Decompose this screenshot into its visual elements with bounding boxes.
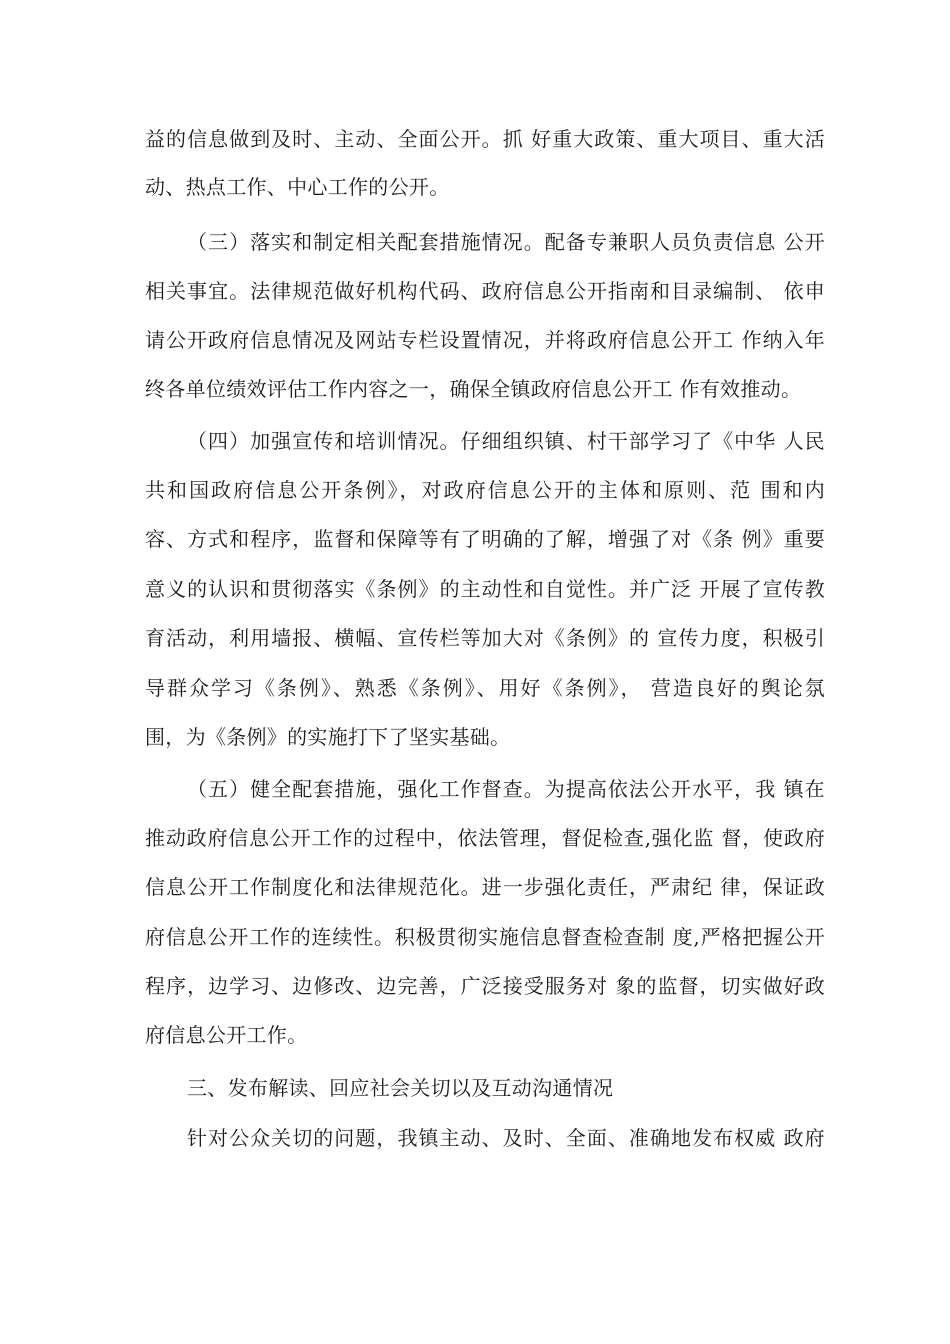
paragraph-line: 相关事宜。法律规范做好机构代码、政府信息公开指南和目录编制、 依申 bbox=[145, 279, 825, 303]
paragraph-line: 意义的认识和贯彻落实《条例》的主动性和自觉性。并广泛 开展了宣传教 bbox=[145, 577, 825, 601]
paragraph-line: （五）健全配套措施，强化工作督查。为提高依法公开水平，我 镇在 bbox=[187, 777, 825, 801]
paragraph-line: 终各单位绩效评估工作内容之一，确保全镇政府信息公开工 作有效推动。 bbox=[145, 377, 802, 401]
paragraph-line: 围，为《条例》的实施打下了坚实基础。 bbox=[145, 725, 511, 749]
paragraph-line: 请公开政府信息情况及网站专栏设置情况，并将政府信息公开工 作纳入年 bbox=[145, 328, 825, 352]
paragraph-line: 程序，边学习、边修改、边完善，广泛接受服务对 象的监督，切实做好政 bbox=[145, 974, 825, 998]
paragraph-line: 府信息公开工作的连续性。积极贯彻实施信息督查检查制 度,严格把握公开 bbox=[145, 925, 825, 949]
paragraph-line: 益的信息做到及时、主动、全面公开。抓 好重大政策、重大项目、重大活 bbox=[145, 127, 825, 151]
paragraph-line: 共和国政府信息公开条例》，对政府信息公开的主体和原则、范 围和内 bbox=[145, 478, 825, 502]
paragraph-line: 信息公开工作制度化和法律规范化。进一步强化责任，严肃纪 律，保证政 bbox=[145, 875, 825, 899]
section-heading: 三、发布解读、回应社会关切以及互动沟通情况 bbox=[187, 1076, 614, 1100]
paragraph-line: 推动政府信息公开工作的过程中，依法管理，督促检查,强化监 督，使政府 bbox=[145, 826, 825, 850]
paragraph-line: 动、热点工作、中心工作的公开。 bbox=[145, 175, 450, 199]
paragraph-line: 导群众学习《条例》、熟悉《条例》、用好《条例》， 营造良好的舆论氛 bbox=[145, 676, 825, 700]
paragraph-line: （三）落实和制定相关配套措施情况。配备专兼职人员负责信息 公开 bbox=[187, 230, 825, 254]
paragraph-line: （四）加强宣传和培训情况。仔细组织镇、村干部学习了《中华 人民 bbox=[187, 429, 825, 453]
paragraph-line: 针对公众关切的问题，我镇主动、及时、全面、准确地发布权威 政府 bbox=[187, 1126, 825, 1150]
paragraph-line: 容、方式和程序，监督和保障等有了明确的了解，增强了对《条 例》重要 bbox=[145, 527, 825, 551]
paragraph-line: 府信息公开工作。 bbox=[145, 1023, 308, 1047]
paragraph-line: 育活动，利用墙报、横幅、宣传栏等加大对《条例》的 宣传力度，积极引 bbox=[145, 626, 825, 650]
